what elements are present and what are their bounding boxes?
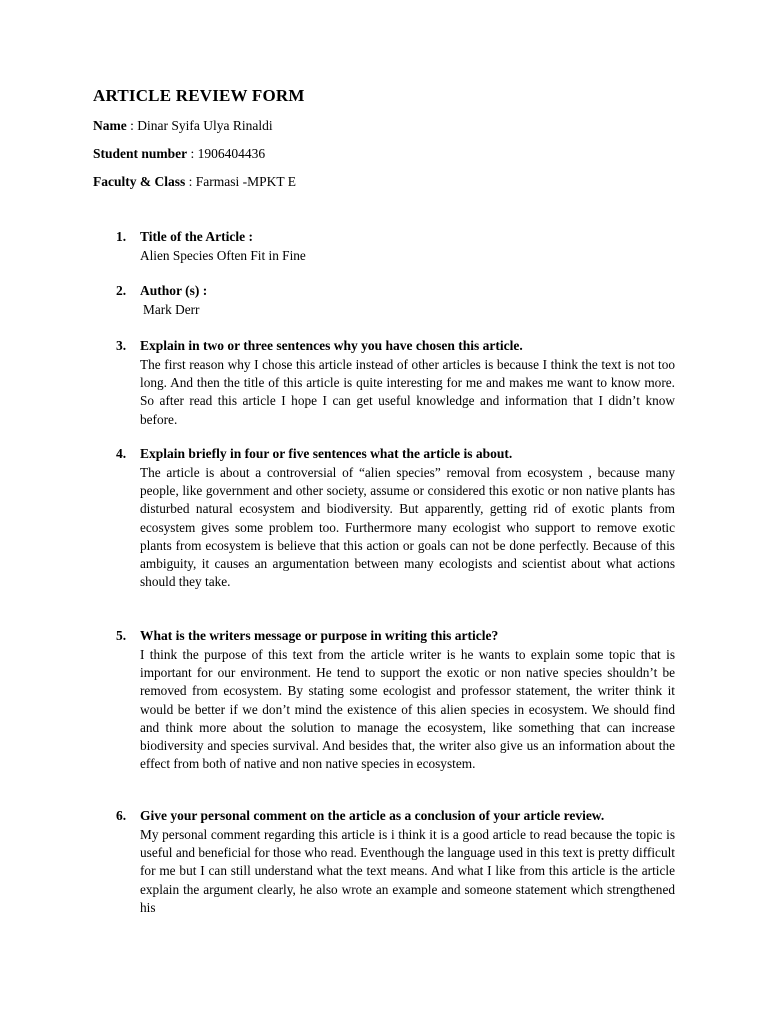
name-value: : Dinar Syifa Ulya Rinaldi <box>126 118 273 133</box>
item-heading: Author (s) : <box>140 283 208 298</box>
item-number: 5. <box>116 628 127 643</box>
item-heading: Give your personal comment on the article as a conclusion of your article review. <box>140 808 605 823</box>
student-number-value: : 1906404436 <box>187 146 266 161</box>
item-number: 6. <box>116 808 127 823</box>
item-number: 4. <box>116 446 127 461</box>
item-number: 3. <box>116 338 127 353</box>
form-title: ARTICLE REVIEW FORM <box>93 86 305 105</box>
item-answer: I think the purpose of this text from the article writer is he wants to explain some topic that is important for our environment. He tend to support the exotic or non native species shouldn’t be removed from ecosystem. By stating some ecologist and professor statement, the writer think it would be better if we don’t mind the existence of this alien species in ecosystem. We should find and think more about the solution to manage the ecosystem, like something that can increase biodiversity and species survival. And besides that, the writer also give us an information about the effect from both of native and non native species in ecosystem. <box>140 647 675 772</box>
item-answer: Alien Species Often Fit in Fine <box>140 248 306 263</box>
faculty-class-value: : Farmasi -MPKT E <box>185 174 296 189</box>
item-answer: The article is about a controversial of “alien species” removal from ecosystem , because many people, like government and other society, assume or considered this exotic or non native plants has disturbed natural ecosystem and biodiversity. But apparently, getting rid of exotic plants from ecosystem gives some problem too. Furthermore many ecologist who support to remove exotic plants from ecosystem is believe that this action or goals can not be done perfectly. Because of this ambiguity, it causes an argumentation between many ecologists and scientist about what actions should they take. <box>140 465 675 590</box>
name-label: Name <box>93 118 127 133</box>
student-number-label: Student number <box>93 146 188 161</box>
faculty-class-label: Faculty & Class <box>93 174 186 189</box>
item-heading: What is the writers message or purpose in writing this article? <box>140 628 499 643</box>
item-answer: The first reason why I chose this article instead of other articles is because I think the text is not too long. And then the title of this article is quite interesting for me and makes me want to know more. So after read this article I hope I can get useful knowledge and information that I didn’t know before. <box>140 357 675 427</box>
item-number: 1. <box>116 229 127 244</box>
item-answer: Mark Derr <box>143 302 200 317</box>
item-answer: My personal comment regarding this article is i think it is a good article to read because the topic is useful and beneficial for those who read. Eventhough the language used in this text is pretty difficult for me but I can still understand what the text means. And what I like from this article is the article explain the argument clearly, he also wrote an example and someone statement which strengthened his <box>140 827 675 915</box>
faculty-class-line <box>93 174 296 190</box>
item-heading: Explain briefly in four or five sentences what the article is about. <box>140 446 513 461</box>
name-line <box>93 118 273 134</box>
item-heading: Title of the Article : <box>140 229 253 244</box>
item-number: 2. <box>116 283 127 298</box>
item-heading: Explain in two or three sentences why you have chosen this article. <box>140 338 523 353</box>
student-number-line <box>93 146 265 162</box>
